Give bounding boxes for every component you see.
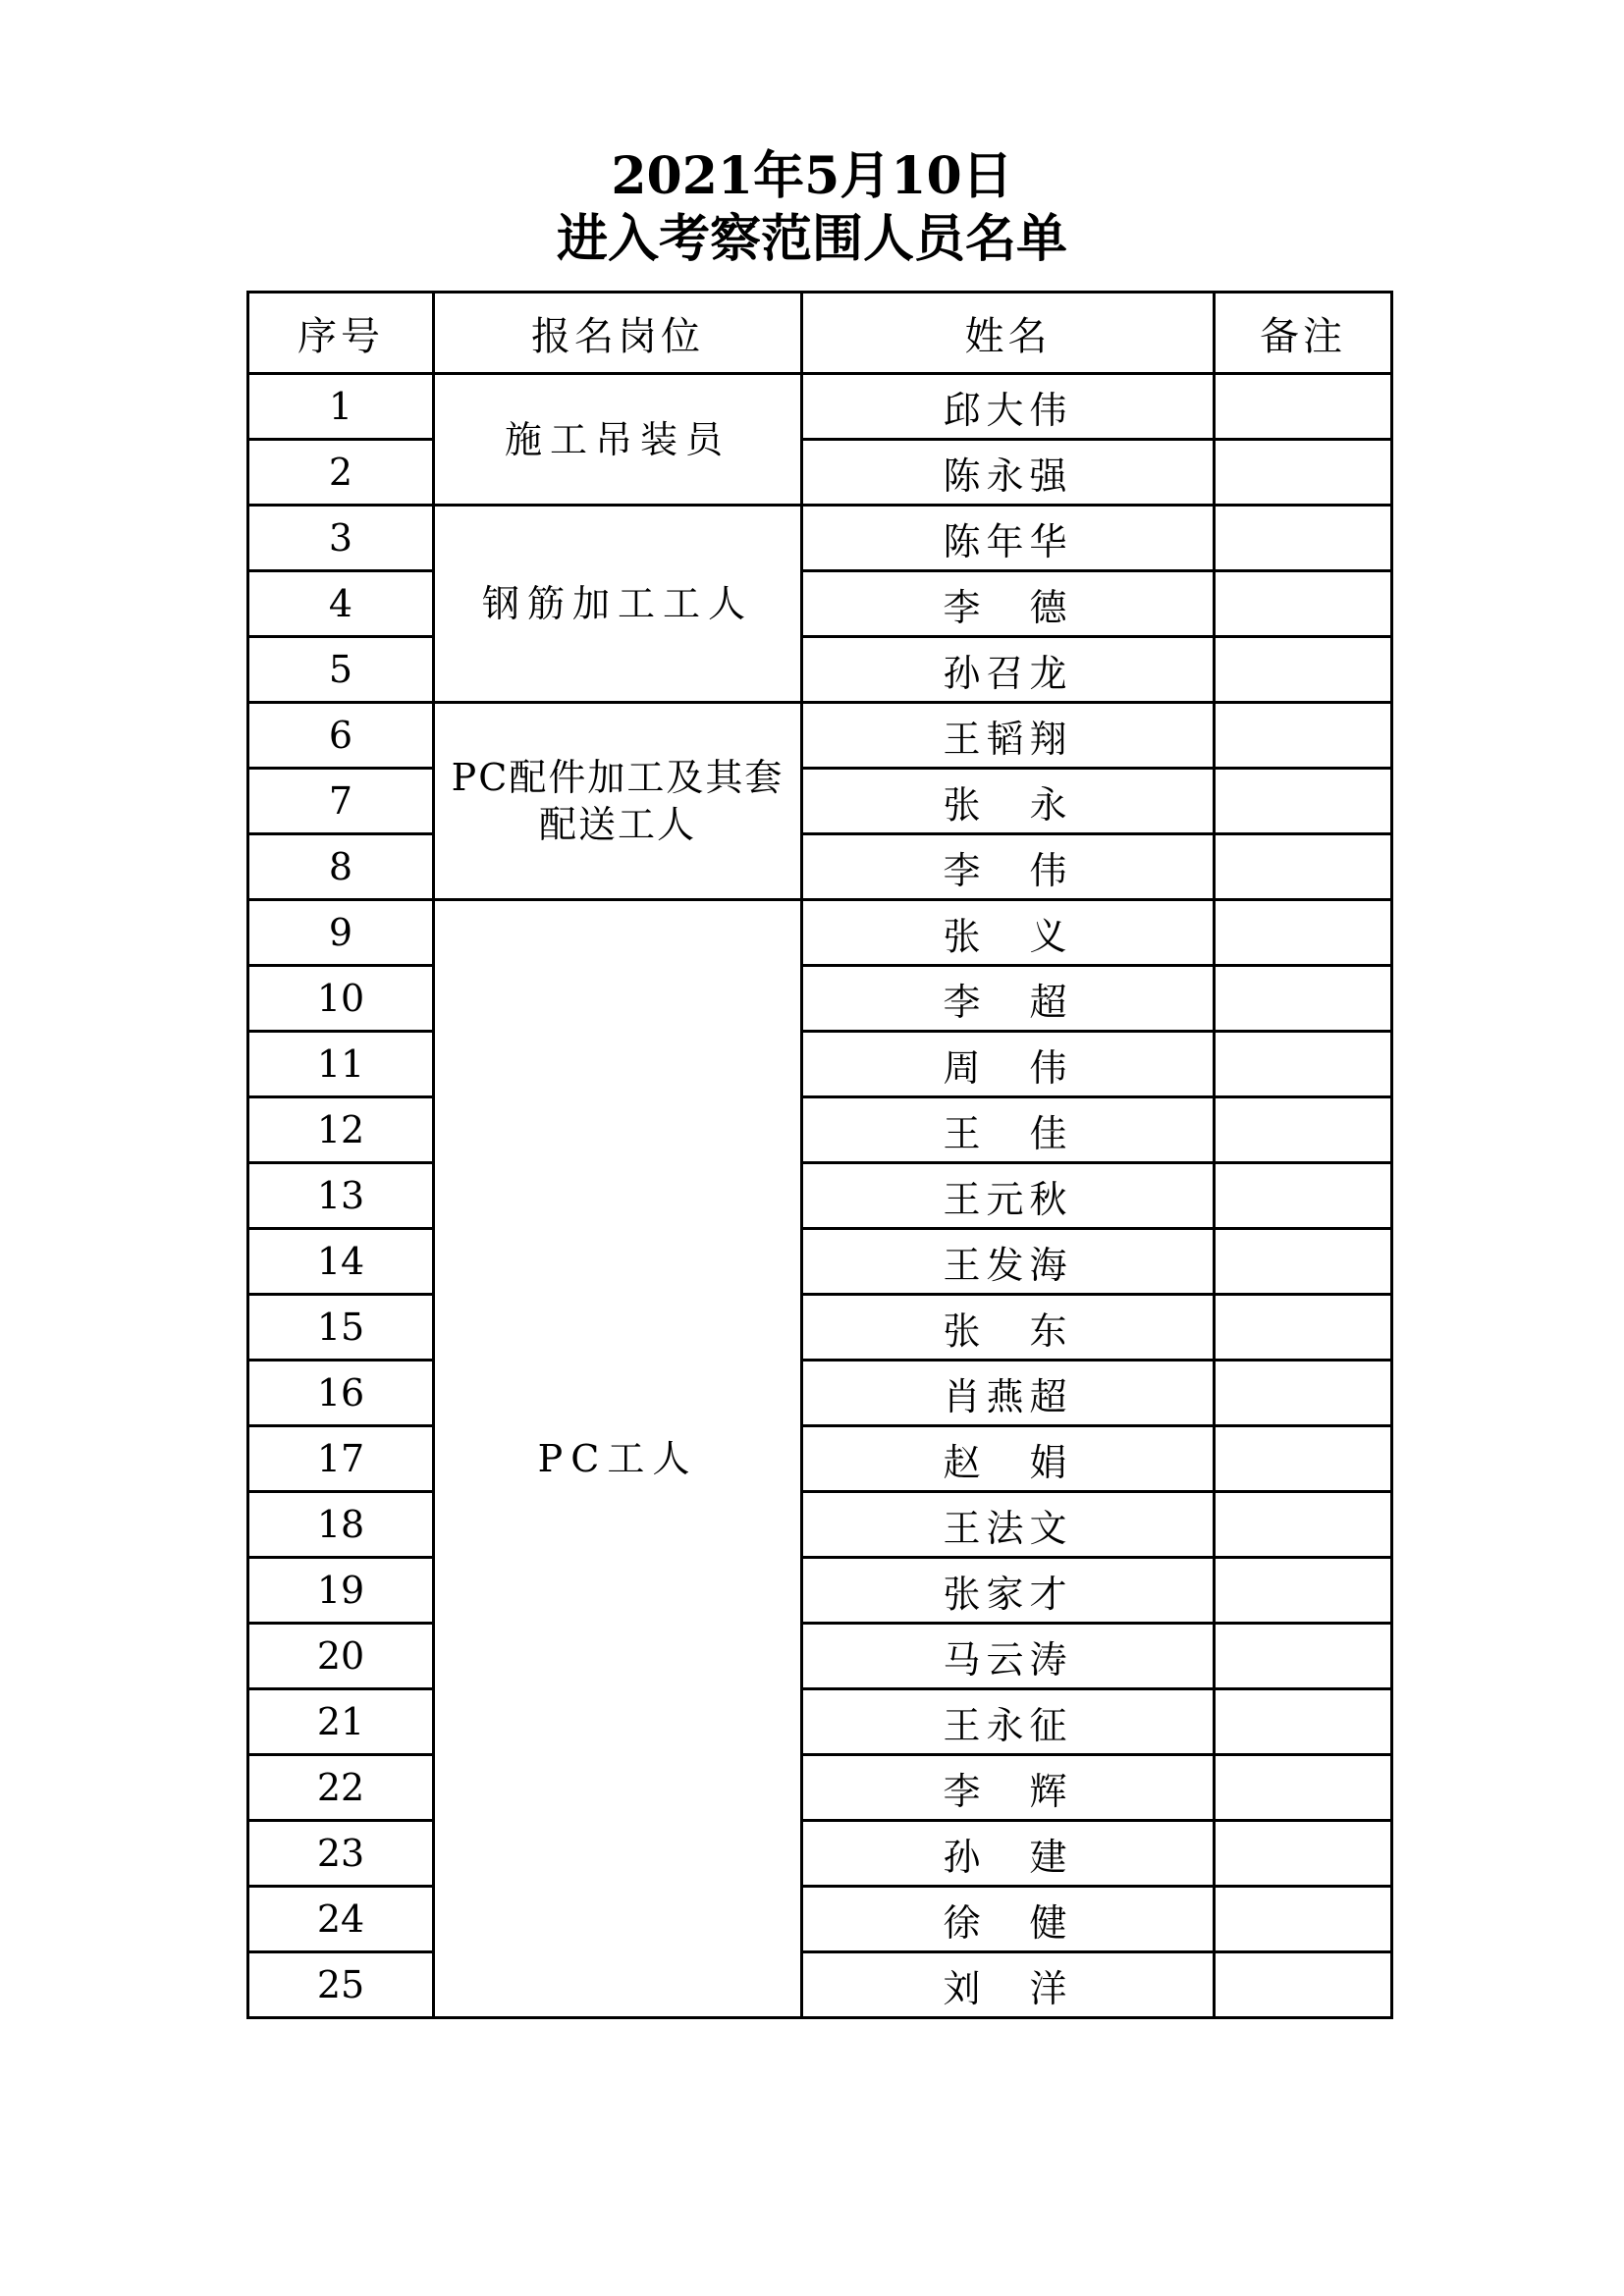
table-header-row — [248, 293, 1392, 374]
table-row — [248, 1097, 1392, 1163]
row-index: 23 — [248, 1821, 434, 1887]
table-row — [248, 1689, 1392, 1755]
row-remark — [1215, 1821, 1392, 1887]
row-name: 王永征 — [802, 1689, 1215, 1755]
row-remark — [1215, 1558, 1392, 1624]
row-remark — [1215, 1426, 1392, 1492]
header-name: 姓名 — [802, 293, 1215, 374]
row-index: 10 — [248, 966, 434, 1032]
row-remark — [1215, 1097, 1392, 1163]
row-index: 17 — [248, 1426, 434, 1492]
row-name: 徐 健 — [802, 1887, 1215, 1952]
table-row — [248, 703, 1392, 769]
row-name: 孙召龙 — [802, 637, 1215, 703]
table-row — [248, 506, 1392, 571]
row-index: 12 — [248, 1097, 434, 1163]
row-remark — [1215, 900, 1392, 966]
row-index: 5 — [248, 637, 434, 703]
row-remark — [1215, 834, 1392, 900]
row-name: 李 伟 — [802, 834, 1215, 900]
row-remark — [1215, 571, 1392, 637]
row-index: 20 — [248, 1624, 434, 1689]
row-remark — [1215, 703, 1392, 769]
row-index: 3 — [248, 506, 434, 571]
row-index: 9 — [248, 900, 434, 966]
row-name: 马云涛 — [802, 1624, 1215, 1689]
row-index: 21 — [248, 1689, 434, 1755]
row-index: 6 — [248, 703, 434, 769]
row-remark — [1215, 1361, 1392, 1426]
table-row — [248, 1361, 1392, 1426]
row-index: 1 — [248, 374, 434, 440]
table-row — [248, 1492, 1392, 1558]
row-remark — [1215, 637, 1392, 703]
row-remark — [1215, 1163, 1392, 1229]
row-remark — [1215, 1952, 1392, 2018]
row-remark — [1215, 1689, 1392, 1755]
table-row — [248, 1295, 1392, 1361]
row-name: 张家才 — [802, 1558, 1215, 1624]
row-name: 李 超 — [802, 966, 1215, 1032]
table-row — [248, 374, 1392, 440]
row-remark — [1215, 1229, 1392, 1295]
position-cell: 钢筋加工工人 — [434, 506, 802, 703]
row-remark — [1215, 1624, 1392, 1689]
row-remark — [1215, 1295, 1392, 1361]
row-remark — [1215, 769, 1392, 834]
table-row — [248, 1558, 1392, 1624]
roster-table — [246, 291, 1393, 2019]
table-row — [248, 1624, 1392, 1689]
row-index: 7 — [248, 769, 434, 834]
row-name: 王发海 — [802, 1229, 1215, 1295]
table-row — [248, 1887, 1392, 1952]
row-name: 张 义 — [802, 900, 1215, 966]
row-remark — [1215, 1755, 1392, 1821]
row-index: 19 — [248, 1558, 434, 1624]
row-remark — [1215, 1492, 1392, 1558]
row-name: 张 东 — [802, 1295, 1215, 1361]
position-cell: PC工人 — [434, 900, 802, 2018]
page-title-date: 2021年5月10日 — [611, 146, 1013, 206]
row-index: 2 — [248, 440, 434, 506]
row-name: 王韬翔 — [802, 703, 1215, 769]
table-row — [248, 1821, 1392, 1887]
row-name: 周 伟 — [802, 1032, 1215, 1097]
table-row — [248, 637, 1392, 703]
position-cell: 施工吊装员 — [434, 374, 802, 506]
row-index: 8 — [248, 834, 434, 900]
row-name: 陈年华 — [802, 506, 1215, 571]
row-remark — [1215, 1032, 1392, 1097]
row-name: 肖燕超 — [802, 1361, 1215, 1426]
table-row — [248, 1426, 1392, 1492]
row-index: 13 — [248, 1163, 434, 1229]
row-name: 李 辉 — [802, 1755, 1215, 1821]
row-remark — [1215, 506, 1392, 571]
table-row — [248, 769, 1392, 834]
position-cell: PC配件加工及其套配送工人 — [434, 703, 802, 900]
page-title: 进入考察范围人员名单 — [556, 209, 1067, 269]
row-name: 李 德 — [802, 571, 1215, 637]
row-index: 4 — [248, 571, 434, 637]
row-remark — [1215, 374, 1392, 440]
row-index: 11 — [248, 1032, 434, 1097]
table-row — [248, 1163, 1392, 1229]
row-remark — [1215, 440, 1392, 506]
row-index: 24 — [248, 1887, 434, 1952]
row-name: 赵 娟 — [802, 1426, 1215, 1492]
header-remark: 备注 — [1215, 293, 1392, 374]
table-row — [248, 1032, 1392, 1097]
row-name: 邱大伟 — [802, 374, 1215, 440]
row-index: 18 — [248, 1492, 434, 1558]
row-name: 王法文 — [802, 1492, 1215, 1558]
row-remark — [1215, 1887, 1392, 1952]
table-row — [248, 1229, 1392, 1295]
row-index: 14 — [248, 1229, 434, 1295]
row-name: 孙 建 — [802, 1821, 1215, 1887]
row-index: 15 — [248, 1295, 434, 1361]
table-row — [248, 440, 1392, 506]
table-row — [248, 966, 1392, 1032]
table-row — [248, 834, 1392, 900]
row-name: 王 佳 — [802, 1097, 1215, 1163]
row-name: 王元秋 — [802, 1163, 1215, 1229]
row-remark — [1215, 966, 1392, 1032]
row-name: 刘 洋 — [802, 1952, 1215, 2018]
row-index: 25 — [248, 1952, 434, 2018]
header-position: 报名岗位 — [434, 293, 802, 374]
header-index: 序号 — [248, 293, 434, 374]
table-row — [248, 900, 1392, 966]
row-index: 22 — [248, 1755, 434, 1821]
row-index: 16 — [248, 1361, 434, 1426]
row-name: 张 永 — [802, 769, 1215, 834]
table-row — [248, 1952, 1392, 2018]
table-row — [248, 1755, 1392, 1821]
row-name: 陈永强 — [802, 440, 1215, 506]
table-row — [248, 571, 1392, 637]
